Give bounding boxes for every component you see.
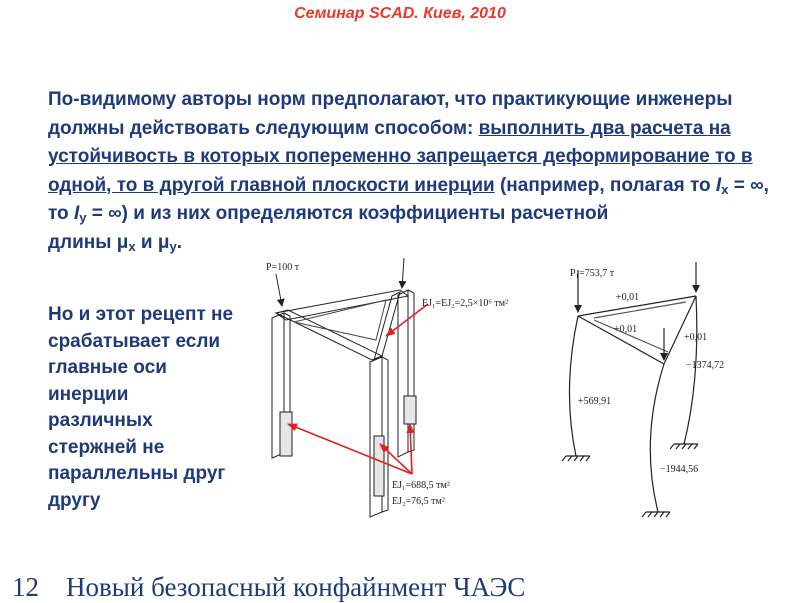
ix-subscript: x xyxy=(721,181,729,197)
frame-3d-figure xyxy=(272,258,416,517)
line2-text-2: и μ xyxy=(135,231,170,253)
footer-title: Новый безопасный конфайнмент ЧАЭС xyxy=(66,572,526,602)
force-label-2: +0,01 xyxy=(614,324,638,335)
right-column xyxy=(398,290,408,457)
iy-subscript: y xyxy=(79,210,87,225)
line2-text-1: длины μ xyxy=(48,231,129,253)
stiffness-bottom-label-1: EJ₁=688,5 тм² xyxy=(392,480,450,491)
red-arrow-mid xyxy=(380,444,412,474)
column-left xyxy=(569,316,578,456)
mux-subscript: x xyxy=(128,238,136,254)
top-beam-3 xyxy=(664,296,696,364)
underlined-text: выполнить два расчета на устойчивость в которых попеременно запрещается деформирование то в одной, то в другой главной плоскости инерции xyxy=(48,117,753,196)
left-note: Но и этот рецепт не срабатывает если главные оси инерции различных стержней не параллельны друг другу xyxy=(48,304,234,511)
stiffness-top-label: EJ₁=EJ₂=2,5×10⁶ тм² xyxy=(422,298,509,309)
top-beam-left xyxy=(276,310,382,360)
tail-text-1: (например, полагая то xyxy=(494,174,716,196)
iy-letter: I xyxy=(73,203,80,224)
load-label-right: P₁=753,7 т xyxy=(570,268,615,279)
line2-text-3: . xyxy=(176,231,183,253)
slide-number: 12 xyxy=(12,572,39,602)
support-front xyxy=(642,512,670,517)
load-label-left: P=100 т xyxy=(266,262,300,273)
column-front xyxy=(650,364,664,512)
load-arrow-1 xyxy=(276,274,282,306)
load-arrow-2 xyxy=(402,258,404,288)
force-label-4: −1374,72 xyxy=(686,360,725,371)
support-right xyxy=(670,444,698,449)
red-arrow-right xyxy=(410,424,412,474)
stiffness-bottom-label-2: EJ₂=76,5 тм² xyxy=(392,496,445,507)
red-arrow-left xyxy=(288,424,412,474)
tail-text-3: = ∞) и из них определяются коэффициенты расчетной xyxy=(86,203,609,224)
tail-text-2: = ∞, то xyxy=(48,174,769,224)
force-label-5: +569,91 xyxy=(578,396,612,407)
ix-letter: I xyxy=(715,174,722,196)
support-left xyxy=(562,456,590,461)
top-beam-back xyxy=(276,290,408,320)
left-column-base xyxy=(280,412,292,456)
force-label-1: +0,01 xyxy=(616,292,640,303)
force-label-3: +0,01 xyxy=(684,332,708,343)
intro-text: По-видимому авторы норм предполагают, что практикующие инженеры должны действовать следующим способом: xyxy=(48,89,733,139)
slide-header: Семинар SCAD. Киев, 2010 xyxy=(294,5,506,22)
force-label-6: −1944,56 xyxy=(660,464,699,475)
muy-subscript: y xyxy=(169,238,177,254)
